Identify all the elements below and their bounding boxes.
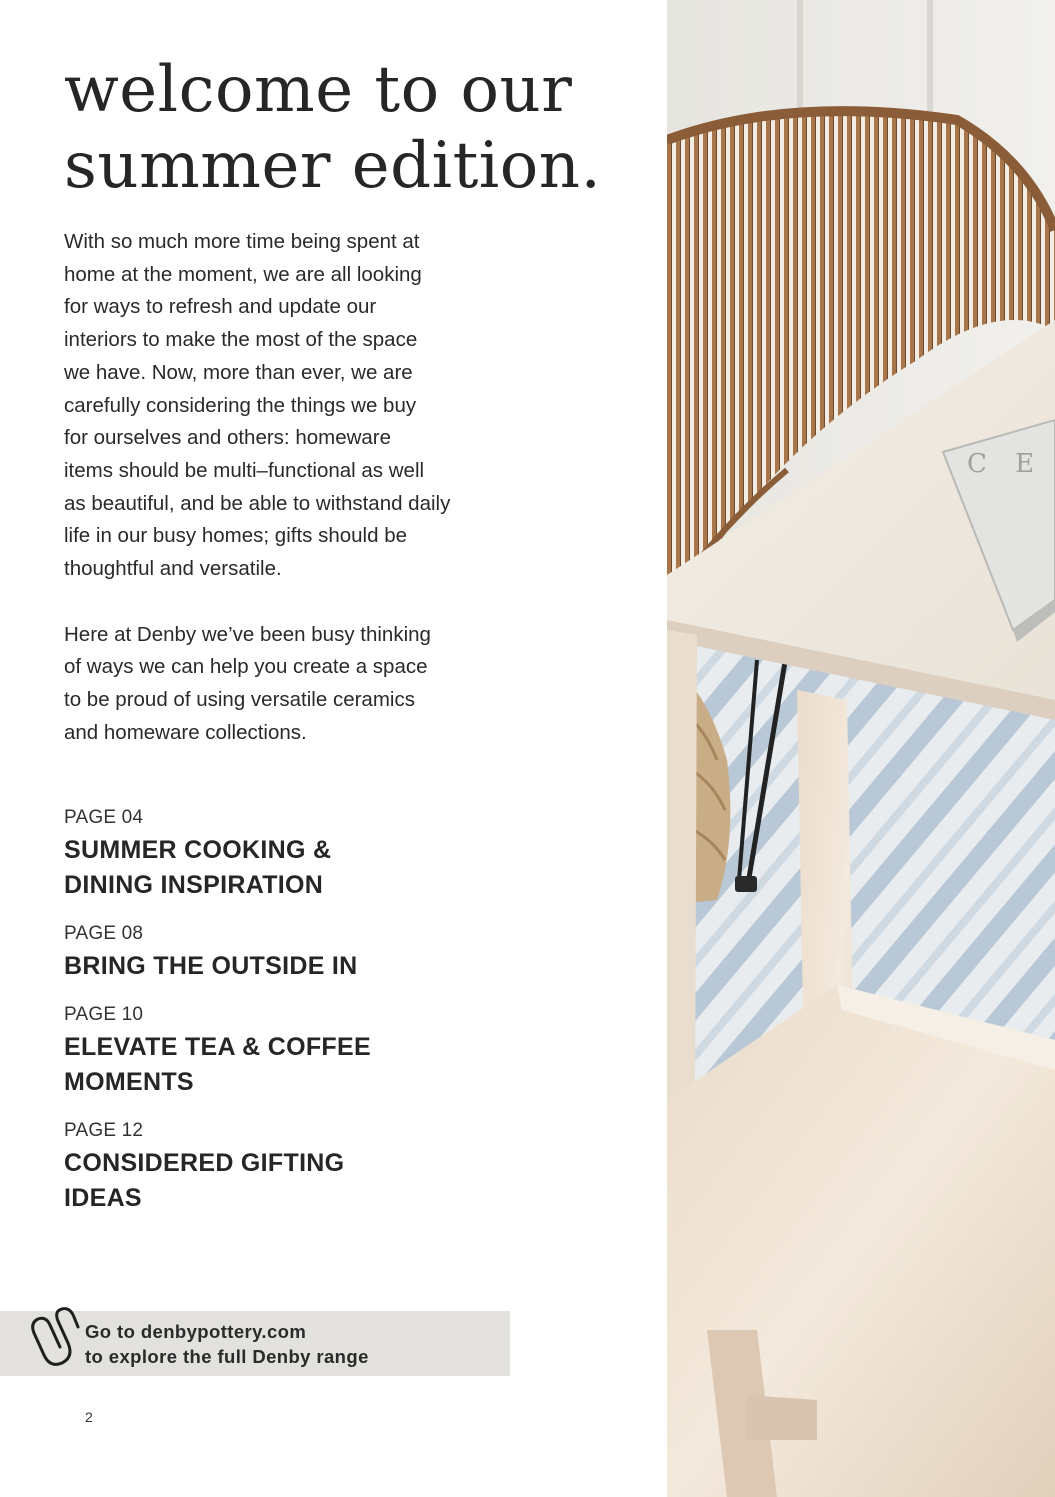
paperclip-icon [28, 1303, 82, 1373]
contents-list [64, 803, 484, 1232]
contents-entry[interactable] [64, 803, 484, 903]
website-callout[interactable] [0, 1311, 510, 1376]
title-line-1: welcome to our [64, 53, 573, 127]
contents-entry[interactable] [64, 919, 484, 984]
contents-page-number: PAGE 08 [64, 923, 144, 944]
title-line-2: summer edition. [64, 129, 602, 203]
book-cover-text: C E [967, 449, 1045, 479]
interior-photo [667, 0, 1055, 1497]
contents-heading: CONSIDERED GIFTING IDEAS [64, 1149, 345, 1212]
contents-entry[interactable] [64, 1000, 484, 1100]
callout-text [85, 1319, 369, 1369]
page-title [64, 52, 601, 204]
page-number: 2 [85, 1409, 93, 1425]
callout-line-1[interactable]: Go to denbypottery.com [85, 1321, 307, 1342]
intro-paragraph-2: Here at Denby we’ve been busy thinking of ways we can help you create a space to be proud of using versatile ceramics and homeware collections. [64, 622, 431, 744]
callout-line-2: to explore the full Denby range [85, 1346, 369, 1367]
interior-photo-illustration [667, 0, 1055, 1497]
contents-heading: SUMMER COOKING & DINING INSPIRATION [64, 836, 332, 899]
contents-page-number: PAGE 04 [64, 807, 144, 828]
contents-page-number: PAGE 10 [64, 1004, 144, 1025]
contents-heading: BRING THE OUTSIDE IN [64, 952, 358, 980]
contents-page-number: PAGE 12 [64, 1120, 144, 1141]
contents-heading: ELEVATE TEA & COFFEE MOMENTS [64, 1033, 371, 1096]
contents-entry[interactable] [64, 1116, 484, 1216]
intro-text [64, 226, 534, 783]
intro-paragraph-1: With so much more time being spent at home at the moment, we are all looking for ways to refresh and update our interiors to make the most of the space we have. Now, more than ever, we are carefully considering the things we buy for ourselves and others: homeware items should be multi–functional as well as beautiful, and be able to withstand daily life in our busy homes; gifts should be thoughtful and versatile. [64, 230, 451, 581]
